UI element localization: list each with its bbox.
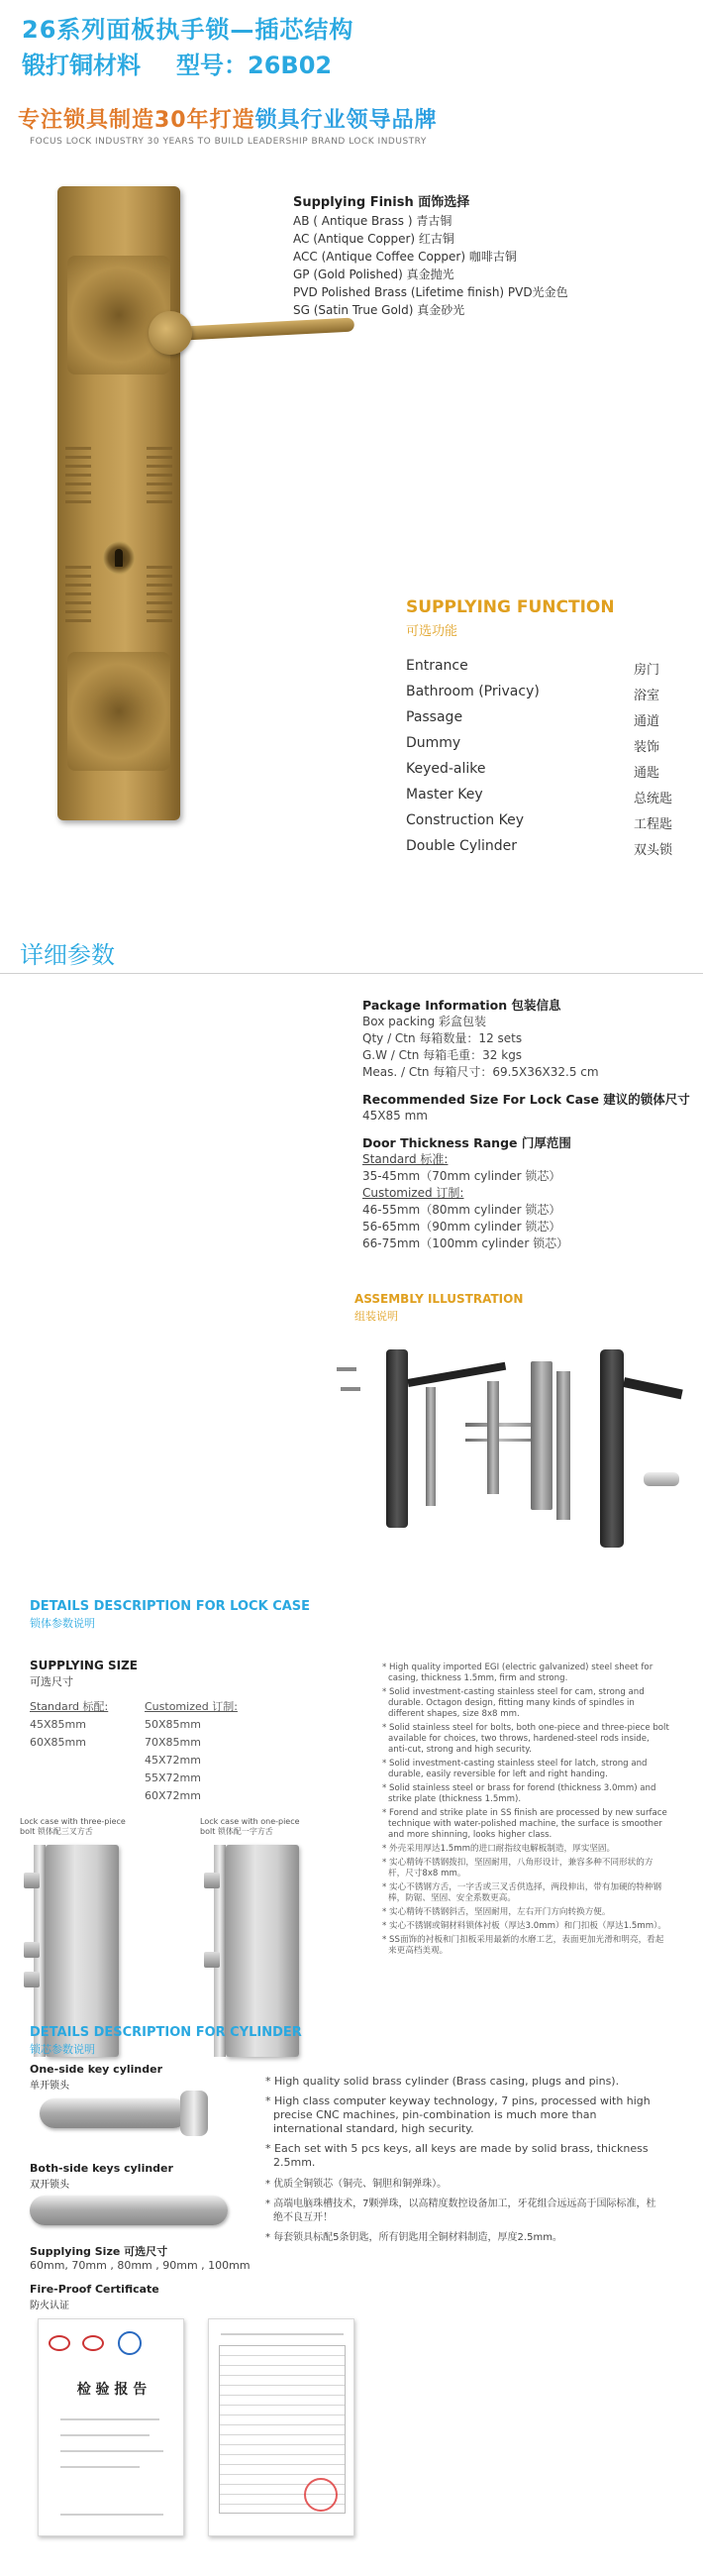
cylinder-size-values: 60mm, 70mm , 80mm , 90mm , 100mm [30,2259,251,2272]
doc-line [60,2418,159,2420]
function-item-en: Master Key [406,787,483,803]
standard-label: Standard 标准: [362,1152,449,1166]
handle-rose-image [149,311,192,355]
lock-case-description [382,1663,669,1960]
function-item-en: Bathroom (Privacy) [406,684,540,699]
brand-slogan [18,103,438,134]
standard-size-label: Standard 标配: [30,1700,109,1713]
cylinder-desc-item: * 高端电脑珠槽技术，7颗弹珠，以高精度数控设备加工，牙花组合远远高于国际标准，杜绝不良互开！ [265,2199,656,2223]
function-subtitle: 可选功能 [406,624,458,639]
function-item-cn: 双头锁 [634,843,673,858]
flower-ornament-top [67,256,170,375]
customized-size: 55X72mm [145,1771,201,1784]
screw-image [337,1367,356,1371]
finish-list [293,194,568,319]
description-item: * Forend and strike plate in SS finish are processed by new surface technique with water-polished machine, the surface is smoother and more shinning, looks higher class. [382,1808,667,1840]
lockcase-size-title: Recommended Size For Lock Case 建议的锁体尺寸 [362,1092,690,1107]
customized-value: 46-55mm（80mm cylinder 锁芯） [362,1203,561,1217]
function-item-en: Dummy [406,735,461,751]
outer-plate-image [600,1349,624,1548]
cylinder-size-label: Supplying Size 可选尺寸 [30,2245,168,2258]
description-item: * High quality imported EGI (electric galvanized) steel sheet for casing, thickness 1.5mm, firm and strong. [382,1663,653,1683]
cylinder-desc-item: * High class computer keyway technology, 7 pins, processed with high precise CNC machines, pin-combination is much more than international standard, high security. [265,2094,651,2135]
report-heading: 检 验 报 告 [76,2382,148,2398]
assembly-title: ASSEMBLY ILLUSTRATION [354,1292,524,1306]
assembly-subtitle: 组装说明 [354,1310,398,1323]
cylinder-subtitle: 锁芯参数说明 [30,2043,95,2056]
cylinder-desc-item: * 优质全铜锁芯（铜壳、铜胆和铜弹珠）。 [265,2179,448,2190]
function-title: SUPPLYING FUNCTION [406,597,615,617]
cylinder-description [265,2075,661,2251]
description-item: * Solid stainless steel for bolts, both one-piece and three-piece bolt available for choices, two throws, hardened-steel rods inside, anti-cut, strong and high security. [382,1723,669,1755]
package-info [362,997,690,1252]
finish-title: Supplying Finish 面饰选择 [293,195,470,210]
finish-item: ACC (Antique Coffee Copper) 咖啡古铜 [293,250,517,264]
description-item: * 实心精铸不锈钢斜舌，坚固耐用，左右开门方向转换方便。 [382,1907,611,1917]
plate-decoration [65,563,91,622]
material-label: 锻打铜材料 [22,52,141,79]
function-item-en: Keyed-alike [406,761,486,777]
function-item-cn: 通道 [634,714,660,729]
cylinder-image [644,1472,679,1486]
function-item-cn: 房门 [634,663,660,678]
cylinder-desc-item: * Each set with 5 pcs keys, all keys are made by solid brass, thickness 2.5mm. [265,2142,649,2169]
fireproof-subtitle: 防火认证 [30,2301,69,2311]
package-line: G.W / Ctn 每箱毛重：32 kgs [362,1048,523,1062]
lock-case-title: DETAILS DESCRIPTION FOR LOCK CASE [30,1599,311,1614]
slogan-part1: 专注锁具制造30年打造 [18,108,255,133]
cal-logo-icon [82,2335,104,2351]
package-title: Package Information 包装信息 [362,998,561,1013]
package-line: Qty / Ctn 每箱数量：12 sets [362,1031,523,1045]
function-item-en: Construction Key [406,812,524,828]
certificate-page-image [208,2318,354,2536]
customized-size: 60X72mm [145,1789,201,1802]
product-subtitle [22,46,332,80]
function-item-cn: 工程匙 [634,817,673,832]
dead-bolt [24,1972,40,1987]
finish-item: AB ( Antique Brass ) 青古铜 [293,214,452,228]
function-item-cn: 浴室 [634,689,660,703]
description-item: * Solid investment-casting stainless steel for latch, strong and durable, easily reversible for left and right handing. [382,1759,648,1779]
package-line: Box packing 彩盒包装 [362,1015,487,1028]
screw-rod-image [465,1439,535,1442]
customized-value: 66-75mm（100mm cylinder 锁芯） [362,1236,569,1250]
strike-plate-image [487,1381,499,1494]
slogan-part2: 锁具行业领导品牌 [254,108,438,133]
one-side-cylinder-image [40,2098,188,2128]
description-item: * 外壳采用厚达1.5mm的进口耐指纹电解板制造，厚实坚固。 [382,1844,616,1854]
screw-image [341,1387,360,1391]
door-thickness-title: Door Thickness Range 门厚范围 [362,1135,571,1150]
seal-stamp-icon [304,2478,338,2512]
doc-line [60,2450,163,2452]
customized-size: 45X72mm [145,1754,201,1767]
description-item: * 实心不锈钢或铜材料锁体衬板（厚达3.0mm）和门扣板（厚达1.5mm）。 [382,1921,666,1931]
one-side-cylinder-cn: 单开锁头 [30,2081,69,2092]
supplying-size-title: SUPPLYING SIZE [30,1659,138,1672]
both-side-cylinder-cn: 双开锁头 [30,2180,69,2191]
one-side-cylinder-label: One-side key cylinder [30,2063,162,2076]
section-divider [0,973,703,974]
latch-bolt [204,1873,220,1888]
forend-image [556,1371,570,1520]
thumb-turn-image [180,2091,208,2136]
lock-case-caption-right: Lock case with one-piece bolt 锁体配一字方舌 [200,1817,300,1836]
supplying-size-subtitle: 可选尺寸 [30,1675,73,1688]
lockcase-size-value: 45X85 mm [362,1109,428,1123]
plate-decoration [147,563,172,622]
function-item-cn: 总统匙 [634,792,673,806]
product-title: 26系列面板执手锁—插芯结构 [22,16,354,44]
standard-size: 45X85mm [30,1718,86,1731]
customized-size-list [145,1698,238,1805]
flower-ornament-bottom [67,652,170,771]
description-item: * Solid investment-casting stainless steel for cam, strong and durable. Octagon design, fitting many kinds of spindles in different shapes, size 8x8 mm. [382,1687,645,1719]
function-item-en: Double Cylinder [406,838,518,854]
lock-case-caption-left: Lock case with three-piece bolt 锁体配三叉方舌 [20,1817,126,1836]
finish-item: AC (Antique Copper) 红古铜 [293,232,454,246]
plate-decoration [147,444,172,503]
function-item-cn: 通匙 [634,766,660,781]
both-side-cylinder-image [30,2196,228,2225]
latch-bolt [24,1873,40,1888]
finish-item: GP (Gold Polished) 真金抛光 [293,268,454,281]
customized-size-label: Customized 订制: [145,1700,238,1713]
function-item-en: Passage [406,709,463,725]
cnas-logo-icon [118,2331,142,2355]
standard-size-list [30,1698,108,1752]
both-side-cylinder-label: Both-side keys cylinder [30,2162,173,2175]
customized-size: 70X85mm [145,1736,201,1749]
customized-value: 56-65mm（90mm cylinder 锁芯） [362,1220,561,1234]
finish-item: SG (Satin True Gold) 真金砂光 [293,303,465,317]
cylinder-desc-item: * High quality solid brass cylinder (Brass casing, plugs and pins). [265,2075,620,2088]
cma-logo-icon [49,2335,70,2351]
keyhole-icon [115,549,123,567]
lock-case-image [531,1361,552,1510]
certificate-cover-image [38,2318,184,2536]
description-item: * Solid stainless steel or brass for forend (thickness 3.0mm) and strike plate (thickness 1.5mm). [382,1783,656,1804]
model-label: 型号：26B02 [176,52,333,79]
lock-case-subtitle: 锁体参数说明 [30,1617,95,1630]
doc-line [60,2466,140,2468]
outer-handle-image [623,1377,683,1399]
doc-line [60,2514,163,2516]
dead-bolt [24,1942,40,1958]
standard-value: 35-45mm（70mm cylinder 锁芯） [362,1169,561,1183]
lock-plate-image [57,186,180,820]
fireproof-title: Fire-Proof Certificate [30,2283,159,2296]
cylinder-desc-item: * 每套锁具标配5条钥匙，所有钥匙用全铜材料制造，厚度2.5mm。 [265,2232,562,2243]
finish-item: PVD Polished Brass (Lifetime finish) PVD光金色 [293,285,568,299]
inner-plate-image [386,1349,408,1528]
standard-size: 60X85mm [30,1736,86,1749]
function-item-cn: 装饰 [634,740,660,755]
description-item: * 实心不锈钢方舌，一字舌或三叉舌供选择，两段伸出，带有加硬的特种钢棒，防锯、坚固、安全系数更高。 [382,1882,662,1903]
doc-line [60,2434,150,2436]
details-section-title: 详细参数 [20,941,115,969]
function-item-en: Entrance [406,658,468,674]
doc-line [221,2333,344,2335]
description-item: * SS面饰的衬板和门扣板采用最新的水磨工艺，表面更加光滑和明亮，看起来更高档美观。 [382,1935,664,1956]
lever-handle-image [174,317,354,341]
cylinder-title: DETAILS DESCRIPTION FOR CYLINDER [30,2025,302,2040]
fixing-plate-image [426,1387,436,1506]
brand-slogan-english: FOCUS LOCK INDUSTRY 30 YEARS TO BUILD LEADERSHIP BRAND LOCK INDUSTRY [30,137,427,147]
description-item: * 实心精铸不锈钢拨扣，坚固耐用，八角形设计，兼容多种不同形状的方杆，尺寸8x8 mm。 [382,1858,653,1878]
dead-bolt [204,1952,220,1968]
customized-label: Customized 订制: [362,1186,464,1200]
package-line: Meas. / Ctn 每箱尺寸：69.5X36X32.5 cm [362,1065,599,1079]
plate-decoration [65,444,91,503]
customized-size: 50X85mm [145,1718,201,1731]
